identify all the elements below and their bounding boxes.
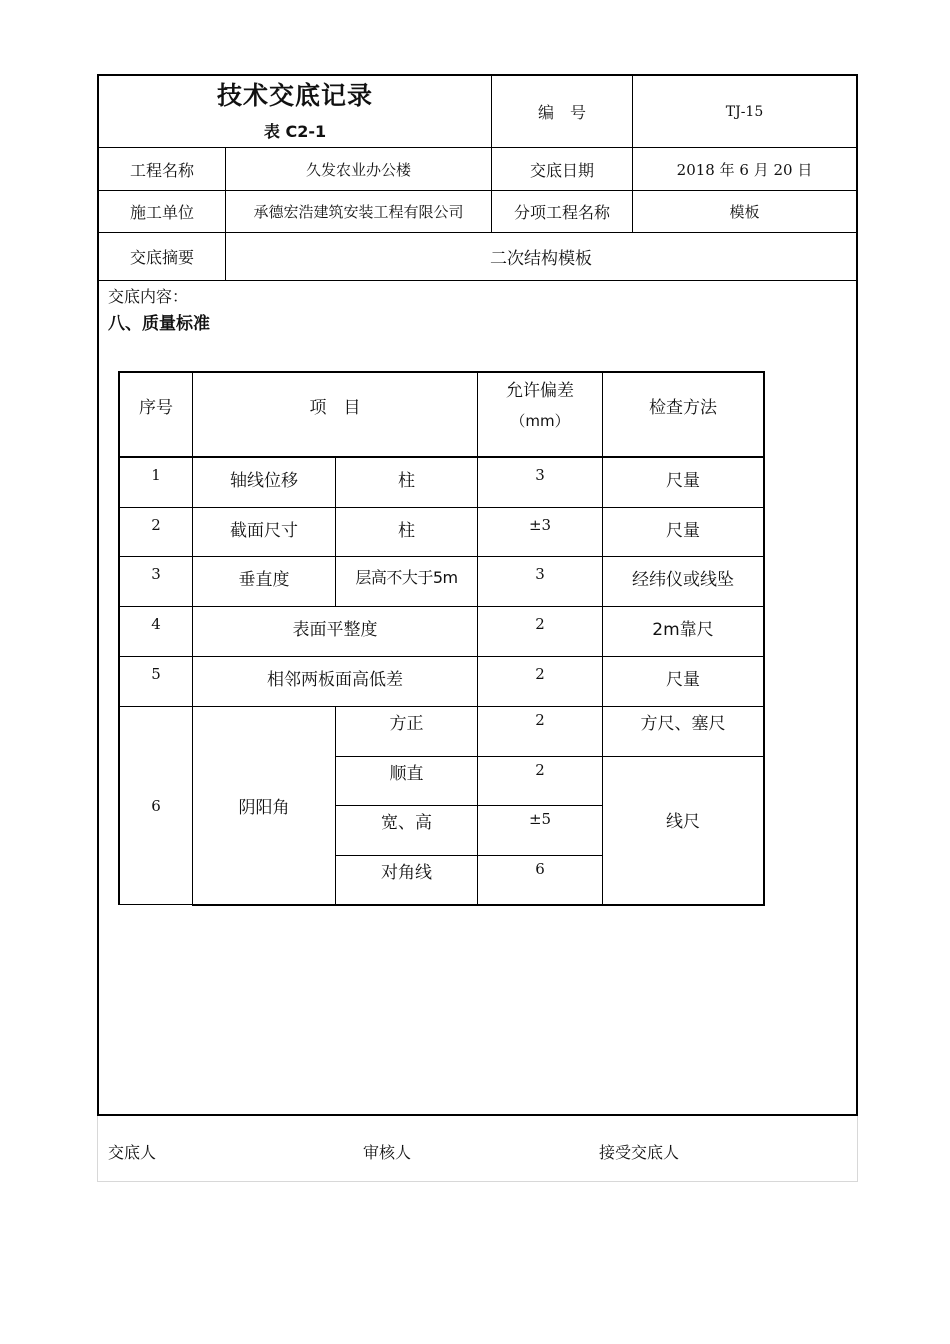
row-method: 尺量 (666, 670, 700, 690)
number-value: TJ-15 (725, 103, 764, 120)
row-item: 表面平整度 (292, 620, 378, 640)
contractor-label: 施工单位 (129, 203, 194, 222)
contractor-value: 承德宏浩建筑安装工程有限公司 (253, 203, 464, 221)
row-tolerance: 6 (535, 860, 545, 878)
header-item: 项 目 (309, 398, 361, 418)
row-no: 3 (151, 565, 161, 583)
number-label: 编 号 (537, 103, 586, 122)
row-tolerance: 2 (535, 665, 545, 683)
date-label: 交底日期 (529, 160, 594, 180)
row-method: 线尺 (666, 811, 700, 832)
row-tolerance: ±3 (528, 516, 552, 534)
row-sub: 柱 (398, 471, 415, 491)
project-name-value: 久发农业办公楼 (305, 160, 411, 179)
row-item: 阴阳角 (238, 798, 290, 818)
header-method: 检查方法 (649, 398, 717, 418)
receiver-label: 接受交底人 (599, 1143, 680, 1162)
row-no: 2 (151, 516, 161, 534)
header-no: 序号 (139, 398, 173, 418)
summary-value: 二次结构模板 (490, 249, 592, 269)
row-sub: 顺直 (389, 764, 424, 784)
summary-label: 交底摘要 (129, 248, 194, 267)
row-sub: 层高不大于5m (355, 568, 458, 587)
row-tolerance: 3 (535, 466, 545, 484)
row-sub: 对角线 (381, 863, 432, 883)
row-no: 6 (151, 796, 161, 815)
row-item: 垂直度 (238, 570, 290, 590)
section-title: 八、质量标准 (108, 314, 210, 334)
row-tolerance: 2 (535, 615, 545, 633)
header-tolerance: 允许偏差 (506, 380, 574, 401)
form-number: 表 C2-1 (263, 121, 327, 141)
row-method: 方尺、塞尺 (640, 714, 726, 734)
content-label: 交底内容： (108, 287, 189, 306)
date-value: 2018 年 6 月 20 日 (676, 160, 813, 179)
row-method: 尺量 (666, 471, 700, 491)
subproject-label: 分项工程名称 (513, 203, 610, 222)
signature-strip (97, 1116, 858, 1182)
row-item: 截面尺寸 (230, 521, 298, 541)
row-no: 1 (151, 466, 161, 484)
row-sub: 柱 (398, 521, 415, 541)
reviewer-label: 审核人 (363, 1143, 412, 1162)
row-tolerance: 2 (535, 761, 545, 779)
row-tolerance: 2 (535, 711, 545, 729)
row-method: 2m靠尺 (652, 620, 714, 640)
header-tolerance-unit: （mm） (510, 411, 570, 430)
row-item: 轴线位移 (230, 471, 298, 491)
row-no: 4 (151, 615, 161, 633)
presenter-label: 交底人 (108, 1143, 157, 1162)
row-tolerance: ±5 (528, 810, 552, 828)
project-name-label: 工程名称 (129, 160, 194, 180)
row-method: 经纬仪或线坠 (632, 570, 734, 590)
subproject-value: 模板 (729, 203, 760, 221)
row-no: 5 (151, 665, 161, 683)
row-tolerance: 3 (535, 565, 545, 583)
row-sub: 方正 (389, 714, 424, 734)
row-item: 相邻两板面高低差 (267, 670, 403, 690)
row-sub: 宽、高 (381, 813, 432, 833)
page-title: 技术交底记录 (216, 81, 373, 110)
row-method: 尺量 (666, 521, 700, 541)
